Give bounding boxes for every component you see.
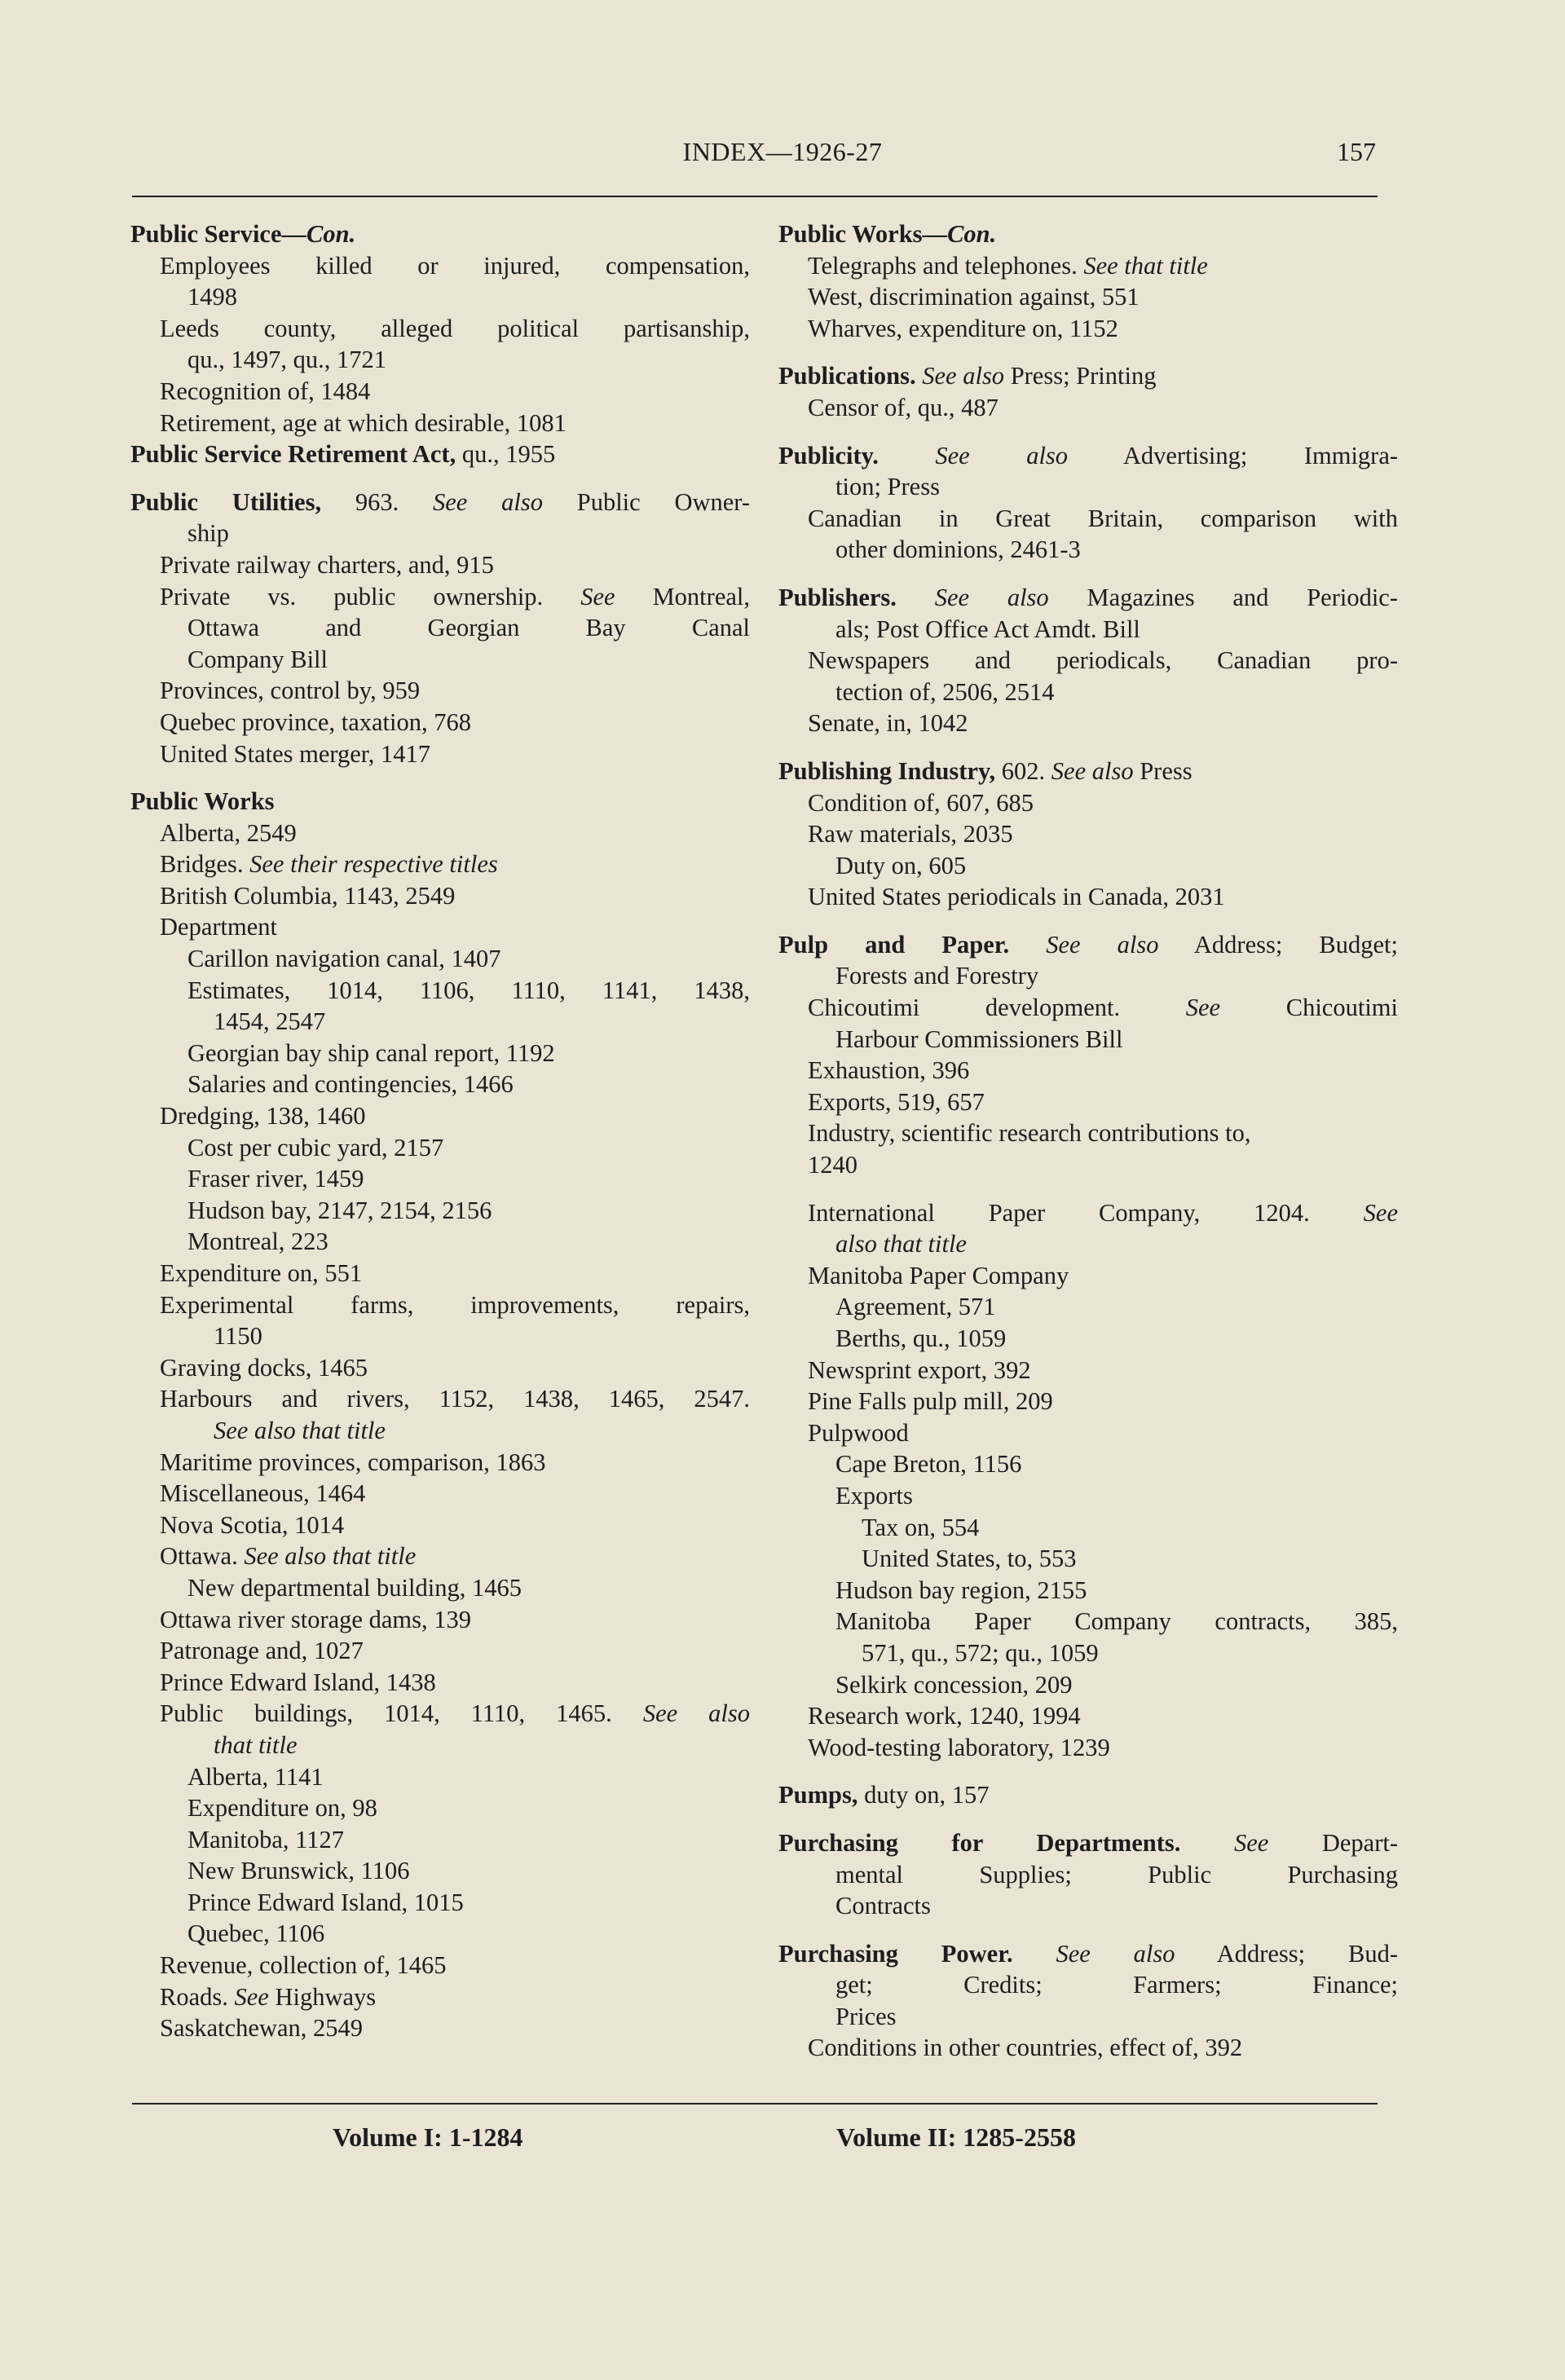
entry-text: Roads. [160,1982,235,2011]
entry-text: Agreement, 571 [835,1293,996,1321]
entry-text: Selkirk concession, 209 [835,1670,1073,1699]
entry-text: West, discrimination against, 551 [808,283,1140,311]
index-entry-heading [130,218,750,250]
entry-text: Press; Printing [1004,362,1157,390]
index-entry-heading [778,1938,1398,1970]
entry-text: Pine Falls pulp mill, 209 [808,1387,1053,1416]
index-subentry [130,1352,750,1384]
index-subentry [130,1447,750,1479]
entry-text: Pulpwood [808,1418,909,1447]
index-subentry [778,281,1398,313]
entry-text: Exports, 519, 657 [808,1087,985,1116]
index-subentry [130,1887,750,1919]
index-subentry [778,1512,1398,1544]
entry-text: Harbour Commissioners Bill [835,1025,1123,1053]
index-subentry [778,1448,1398,1480]
entry-text: Carillon navigation canal, 1407 [187,945,501,973]
entry-text: See also that title [214,1416,386,1444]
index-subentry [130,1478,750,1510]
entry-text: Address; Budget; [1158,930,1399,959]
entry-text: tion; Press [835,473,940,501]
index-subentry [778,1149,1398,1181]
entry-text: Public buildings, 1014, 1110, 1465. [160,1699,643,1728]
index-subentry [130,1163,750,1195]
entry-text: Manitoba Paper Company [808,1261,1069,1289]
index-subentry [778,503,1398,535]
index-subentry [130,818,750,849]
index-subentry [130,344,750,376]
entry-text: United States, to, 553 [862,1545,1077,1573]
index-subentry [778,313,1398,345]
index-subentry [778,677,1398,708]
entry-text: See also [1056,1939,1175,1968]
index-entry-heading [778,929,1398,961]
entry-text: Dredging, 138, 1460 [160,1102,366,1130]
entry-text: Ottawa river storage dams, 139 [160,1605,471,1633]
entry-text [1009,931,1046,959]
entry-text: Bridges. [160,850,250,879]
index-subentry [778,1969,1398,2001]
entry-text: Wood-testing laboratory, 1239 [808,1733,1110,1761]
index-subentry [778,1732,1398,1764]
entry-text: Prices [835,2002,897,2030]
index-subentry [778,1669,1398,1701]
entry-text: Hudson bay, 2147, 2154, 2156 [187,1196,492,1224]
entry-text: Condition of, 607, 685 [808,788,1034,817]
index-subentry [778,1606,1398,1637]
index-entry-heading [130,439,750,470]
index-subentry [130,1950,750,1981]
entry-text: Experimental farms, improvements, repairs, [160,1290,750,1319]
entry-text: Publishers. [778,583,897,611]
entry-text: See also [642,1699,750,1728]
index-subentry [130,943,750,975]
entry-text: other dominions, 2461-3 [835,536,1081,564]
entry-text: Quebec province, taxation, 768 [160,707,471,736]
index-subentry [130,1320,750,1352]
entry-text: Private railway charters, and, 915 [160,550,494,579]
index-subentry [778,1117,1398,1149]
entry-text: Highways [268,1982,377,2011]
index-subentry [130,738,750,770]
entry-text: Saskatchewan, 2549 [160,2014,364,2043]
entry-text: See [1363,1198,1398,1227]
entry-text: Press [1133,756,1192,785]
entry-text: New Brunswick, 1106 [187,1857,410,1885]
index-entry-heading [778,582,1398,614]
entry-text: also that title [835,1230,967,1258]
entry-text: Magazines and Periodic- [1048,583,1399,611]
index-subentry [778,392,1398,424]
index-subentry [130,1792,750,1824]
entry-text: 1240 [808,1151,857,1179]
index-subentry [130,376,750,408]
entry-text: Duty on, 605 [835,851,967,879]
entry-text [1180,1829,1234,1857]
index-subentry [130,1415,750,1447]
index-subentry [130,1855,750,1887]
entry-text: Public Service Retirement Act, [130,440,456,469]
entry-text: See also [1051,756,1134,785]
index-subentry [778,787,1398,819]
index-subentry [778,2001,1398,2033]
index-subentry [778,1700,1398,1732]
entry-text: Estimates, 1014, 1106, 1110, 1141, 1438, [187,976,750,1004]
entry-text: Purchasing for Departments. [778,1828,1181,1857]
index-subentry [130,518,750,549]
entry-text: See also that title [244,1542,417,1571]
index-subentry [130,1667,750,1699]
entry-text: Expenditure on, 551 [160,1259,363,1287]
entry-text: New departmental building, 1465 [187,1573,522,1602]
entry-text: Montreal, 223 [187,1227,328,1256]
index-subentry [778,1859,1398,1891]
index-subentry [130,1510,750,1541]
entry-text: Industry, scientific research contributions to, [808,1119,1251,1148]
entry-text: Forests and Forestry [835,962,1039,990]
entry-text [1013,1940,1056,1968]
entry-text: Employees killed or injured, compensation, [160,251,750,280]
entry-text: Exhaustion, 396 [808,1056,970,1085]
entry-text: United States merger, 1417 [160,739,430,768]
index-subentry [130,250,750,282]
entry-text: 1498 [187,283,237,311]
entry-text: Retirement, age at which desirable, 1081 [160,408,566,437]
entry-text: als; Post Office Act Amdt. Bill [835,615,1140,643]
entry-text: Public Works [130,787,275,816]
index-entry-heading [778,218,1398,250]
entry-text: Fraser river, 1459 [187,1165,364,1193]
entry-text: Exports [835,1481,913,1510]
entry-text: qu., 1497, qu., 1721 [187,346,386,374]
index-subentry [130,313,750,345]
entry-text: Provinces, control by, 959 [160,677,421,705]
index-subentry [130,2012,750,2044]
entry-text: Manitoba Paper Company contracts, 385, [835,1607,1398,1636]
index-entry-heading [130,487,750,518]
index-subentry [130,880,750,912]
entry-text: Ottawa and Georgian Bay Canal [187,614,750,642]
entry-text: Chicoutimi [1220,994,1398,1022]
index-subentry [130,1289,750,1321]
entry-text: See also [922,362,1005,390]
entry-text: Nova Scotia, 1014 [160,1510,345,1539]
index-subentry [778,1575,1398,1606]
entry-text: Research work, 1240, 1994 [808,1702,1081,1730]
entry-text: Miscellaneous, 1464 [160,1479,366,1508]
index-subentry [130,408,750,439]
entry-text: Telegraphs and telephones. [808,251,1084,280]
entry-text: Salaries and contingencies, 1466 [187,1070,514,1099]
index-subentry [130,1604,750,1636]
index-subentry [130,1383,750,1415]
entry-text: Chicoutimi development. [808,994,1186,1022]
entry-text: Montreal, [615,582,750,610]
footer-volume-two: Volume II: 1285-2558 [836,2122,1076,2152]
entry-text: Censor of, qu., 487 [808,393,999,421]
entry-text: Address; Bud- [1175,1939,1398,1968]
entry-text: Ottawa. [160,1542,245,1571]
index-subentry [778,818,1398,850]
entry-text: Publications. [778,362,916,390]
index-column-right [778,218,1398,2064]
entry-text: Company Bill [187,645,328,673]
index-entry-heading [778,360,1398,392]
entry-text: See [580,582,615,610]
index-subentry [778,1228,1398,1260]
entry-text: 1150 [214,1322,262,1351]
index-subentry [130,1258,750,1289]
entry-text: Harbours and rivers, 1152, 1438, 1465, 2547. [160,1385,750,1413]
index-entry-heading [778,756,1398,787]
index-subentry [130,549,750,581]
index-entry-heading [778,1779,1398,1811]
entry-text: Pulp and Paper. [778,930,1010,959]
index-subentry [778,1543,1398,1575]
entry-text: Berths, qu., 1059 [835,1324,1007,1352]
index-subentry [778,1480,1398,1512]
entry-text: Graving docks, 1465 [160,1353,368,1382]
index-subentry [778,250,1398,282]
index-subentry [130,707,750,738]
entry-text: Contracts [835,1892,931,1920]
index-subentry [778,1291,1398,1323]
index-subentry [778,1637,1398,1669]
index-subentry [778,1086,1398,1118]
entry-text: Publishing Industry, [778,756,996,785]
entry-text: Senate, in, 1042 [808,709,968,738]
index-subentry [130,1132,750,1164]
entry-text: Manitoba, 1127 [187,1825,345,1853]
index-subentry [778,1323,1398,1355]
index-subentry [130,1730,750,1761]
index-subentry [778,1024,1398,1056]
entry-text: Revenue, collection of, 1465 [160,1951,447,1980]
entry-text: Alberta, 2549 [160,818,297,847]
index-subentry [130,1195,750,1227]
index-subentry [778,850,1398,882]
entry-text: Recognition of, 1484 [160,377,371,405]
index-subentry [130,1635,750,1667]
entry-text: Tax on, 554 [862,1513,980,1541]
entry-text: Purchasing Power. [778,1939,1013,1968]
entry-text: Public Works— [778,220,948,248]
entry-text: ship [187,519,229,548]
entry-text: Pumps, [778,1781,858,1809]
entry-text: Cape Breton, 1156 [835,1450,1022,1479]
entry-text: Prince Edward Island, 1438 [160,1668,436,1696]
entry-text: Canadian in Great Britain, comparison with [808,504,1398,532]
entry-text [879,442,936,469]
entry-text: Newsprint export, 392 [808,1355,1031,1384]
entry-text: See also [934,583,1049,611]
index-subentry [778,960,1398,992]
index-subentry [130,281,750,313]
entry-text: Newspapers and periodicals, Canadian pro- [808,646,1398,675]
index-subentry [778,2032,1398,2064]
index-subentry [130,1069,750,1100]
index-subentry [130,1698,750,1730]
index-subentry [130,911,750,943]
entry-text: Public Owner- [542,487,751,516]
index-subentry [130,1226,750,1258]
entry-text: Cost per cubic yard, 2157 [187,1133,444,1161]
entry-text: 1454, 2547 [214,1007,326,1036]
index-subentry [778,534,1398,566]
index-subentry [778,1386,1398,1417]
entry-text: 602. [995,756,1051,785]
entry-text: United States periodicals in Canada, 2031 [808,883,1225,911]
entry-text: Public Utilities, [130,487,322,516]
index-subentry [130,848,750,880]
index-subentry [778,1260,1398,1292]
index-subentry [778,1355,1398,1386]
index-subentry [130,1100,750,1132]
index-subentry [778,707,1398,739]
index-subentry [130,612,750,644]
entry-text: Private vs. public ownership. [160,582,581,610]
entry-text: Con. [947,220,997,248]
entry-text: Publicity. [778,441,879,469]
entry-text: 963. [321,487,434,516]
index-subentry [130,1572,750,1604]
index-entry-heading [778,1827,1398,1859]
entry-text: Advertising; Immigra- [1068,441,1399,469]
footer-volume-one: Volume I: 1-1284 [333,2122,523,2152]
index-subentry [130,1824,750,1856]
index-subentry [778,1055,1398,1086]
index-entry-heading [130,786,750,818]
entry-text: See their respective titles [249,850,498,879]
entry-text: qu., 1955 [456,440,556,469]
entry-text: Department [160,913,277,941]
entry-text: Maritime provinces, comparison, 1863 [160,1448,546,1476]
index-subentry [130,644,750,676]
entry-text: British Columbia, 1143, 2549 [160,881,456,910]
index-subentry [778,614,1398,646]
index-subentry [778,1890,1398,1922]
entry-text: get; Credits; Farmers; Finance; [835,1971,1398,1999]
index-column-left [130,218,750,2044]
header-rule [132,196,1378,197]
entry-text: See also [1046,930,1159,959]
entry-text: tection of, 2506, 2514 [835,677,1055,706]
index-entry-heading [778,440,1398,472]
page-number: 157 [1337,137,1376,166]
index-subentry [778,992,1398,1024]
footer-rule [132,2103,1378,2105]
entry-text: See [1233,1828,1269,1857]
index-subentry [130,975,750,1007]
index-subentry [130,581,750,613]
index-subentry [130,1540,750,1572]
entry-text: Prince Edward Island, 1015 [187,1888,464,1916]
index-subentry [778,1197,1398,1229]
index-subentry [130,1038,750,1069]
index-subentry [130,675,750,707]
index-subentry [130,1006,750,1038]
entry-text: Patronage and, 1027 [160,1637,364,1665]
entry-text: Georgian bay ship canal report, 1192 [187,1038,555,1067]
entry-text: Hudson bay region, 2155 [835,1576,1087,1604]
entry-text: that title [214,1730,298,1759]
entry-text: 571, qu., 572; qu., 1059 [862,1638,1099,1667]
entry-text: Raw materials, 2035 [808,820,1013,848]
entry-text: Wharves, expenditure on, 1152 [808,314,1118,342]
entry-text: Quebec, 1106 [187,1919,325,1948]
index-subentry [778,471,1398,503]
index-subentry [778,1417,1398,1449]
entry-text: See also [935,441,1069,469]
entry-text: Leeds county, alleged political partisanship, [160,314,750,342]
entry-text: Expenditure on, 98 [187,1794,377,1822]
entry-text: Alberta, 1141 [187,1762,324,1791]
entry-text: Conditions in other countries, effect of, 392 [808,2034,1243,2062]
entry-text: See also [433,487,543,516]
entry-text: Public Service— [130,220,307,248]
running-header-title: INDEX—1926-27 [682,137,883,166]
entry-text: See that title [1083,251,1208,280]
entry-text: duty on, 157 [857,1781,990,1809]
entry-text: Depart- [1268,1828,1399,1857]
entry-text: International Paper Company, 1204. [808,1198,1364,1227]
index-subentry [130,1981,750,2013]
entry-text: mental Supplies; Public Purchasing [835,1860,1398,1889]
entry-text: See [234,1982,269,2011]
index-subentry [778,645,1398,677]
entry-text: See [1185,994,1221,1022]
index-subentry [130,1761,750,1793]
entry-text [897,584,935,611]
index-subentry [778,881,1398,913]
entry-text: Con. [306,220,356,248]
index-subentry [130,1918,750,1950]
